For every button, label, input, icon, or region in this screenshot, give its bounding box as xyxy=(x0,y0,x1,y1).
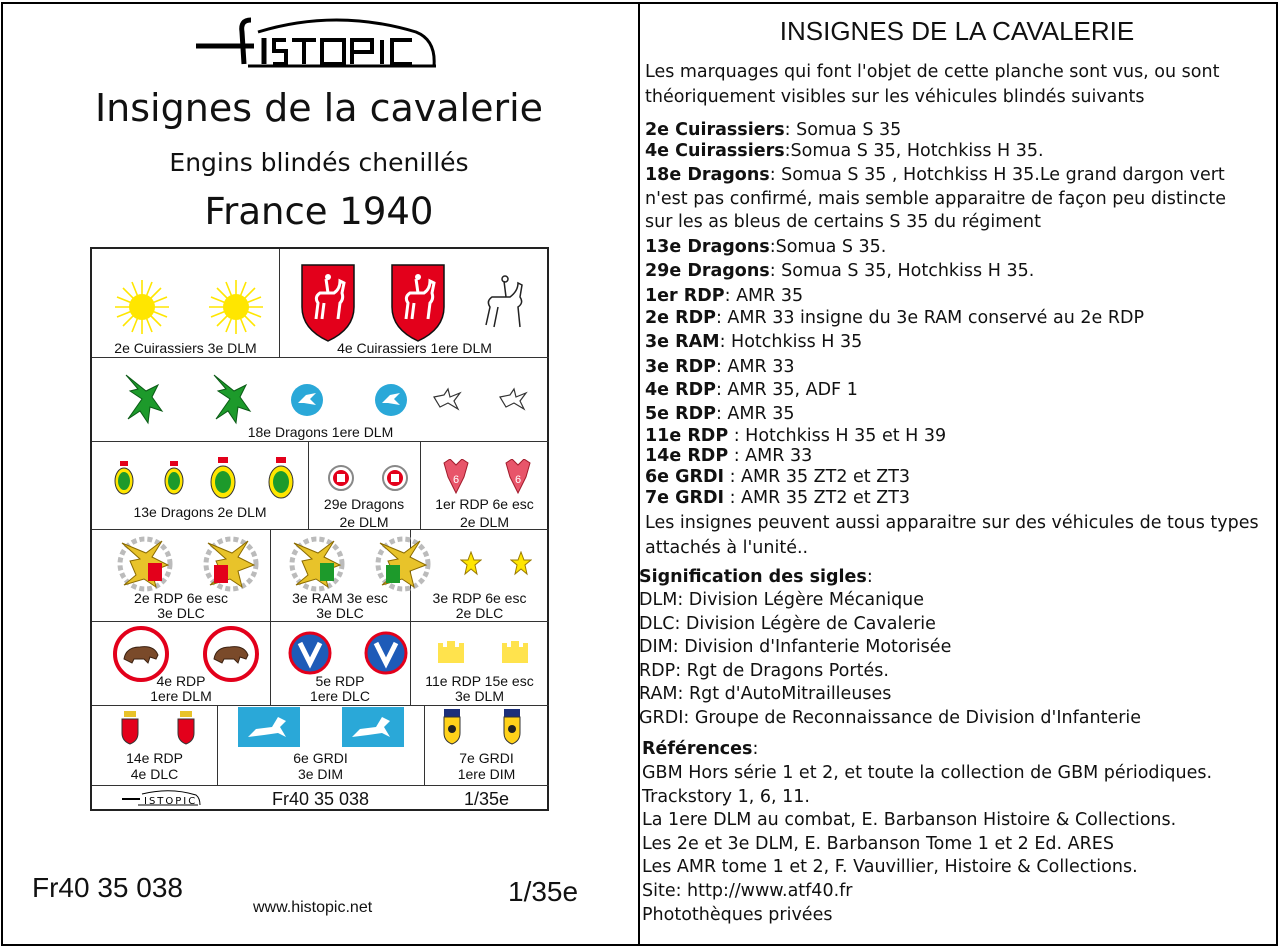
histopic-logo xyxy=(196,14,446,70)
unit-description: : AMR 35 ZT2 et ZT3 xyxy=(724,467,911,487)
green-badge-icon xyxy=(164,461,184,495)
label-2e-cuirassiers: 2e Cuirassiers 3e DLM xyxy=(114,340,257,356)
reference-item: Photothèques privées xyxy=(642,904,833,925)
lion-shield-icon xyxy=(442,709,462,745)
green-badge-icon xyxy=(268,457,294,499)
label-29e-dragons: 29e Dragons xyxy=(323,496,405,512)
unit-line xyxy=(645,285,803,307)
unit-name: 2e Cuirassiers xyxy=(645,120,785,140)
sigles-heading xyxy=(639,566,873,588)
label-7e-grdi: 7e GRDI xyxy=(459,750,514,766)
grid-line xyxy=(92,441,549,442)
label-6e-grdi: 6e GRDI xyxy=(293,750,348,766)
sheet-scale: 1/35e xyxy=(463,789,510,809)
green-badge-icon xyxy=(210,457,236,499)
unit-name: 3e RAM xyxy=(645,332,720,352)
sigle-item: RAM: Rgt d'AutoMitrailleuses xyxy=(639,684,892,705)
decal-sheet xyxy=(90,247,549,811)
unit-description: n'est pas confirmé, mais semble apparaitre de façon peu distincte xyxy=(645,189,1226,209)
label-4e-rdp: 4e RDP xyxy=(156,673,206,689)
unit-description: : AMR 35 xyxy=(724,286,804,306)
unit-line xyxy=(645,331,862,353)
label-3e-rdp: 3e RDP 6e esc xyxy=(432,590,527,606)
footer-url[interactable]: www.histopic.net xyxy=(253,899,373,916)
reference-item[interactable]: Site: http://www.atf40.fr xyxy=(642,881,853,901)
unit-description: :Somua S 35. xyxy=(769,237,887,257)
green-dragon-icon xyxy=(118,371,164,425)
unit-name: 6e GRDI xyxy=(645,467,725,487)
green-dragon-icon xyxy=(206,371,252,425)
unit-line xyxy=(645,164,1225,186)
svg-text:ISTOPIC: ISTOPIC xyxy=(144,796,198,807)
unit-line xyxy=(645,140,1044,162)
unit-line xyxy=(645,236,886,258)
sun-insignia-icon xyxy=(114,279,170,335)
sigle-item: RDP: Rgt de Dragons Portés. xyxy=(639,660,889,681)
unit-description: : AMR 35 xyxy=(715,404,795,424)
refs-colon: : xyxy=(752,739,759,759)
sigles-colon: : xyxy=(866,567,873,587)
blue-v-roundel-icon xyxy=(364,631,408,675)
label-14e-rdp-division: 4e DLC xyxy=(130,766,179,782)
small-star-badge-icon xyxy=(510,551,532,577)
yellow-tower-icon xyxy=(436,639,466,663)
refs-title: Références xyxy=(642,739,753,759)
label-11e-rdp-division: 3e DLM xyxy=(454,688,505,704)
blue-disc-dragon-icon xyxy=(374,383,408,417)
unit-name: 11e RDP xyxy=(645,426,729,446)
label-13e-dragons: 13e Dragons 2e DLM xyxy=(133,504,267,520)
unit-description: : Somua S 35, Hotchkiss H 35. xyxy=(769,261,1035,281)
unit-description: : Somua S 35 , Hotchkiss H 35.Le grand dargon vert xyxy=(769,165,1225,185)
histopic-small-logo xyxy=(122,789,202,807)
label-7e-grdi-division: 1ere DIM xyxy=(457,766,516,782)
label-5e-rdp: 5e RDP xyxy=(315,673,365,689)
tower-disc-icon xyxy=(328,465,354,491)
sigle-item: GRDI: Groupe de Reconnaissance de Division d'Infanterie xyxy=(639,708,1142,728)
griffin-cogwheel-icon xyxy=(116,535,174,593)
reference-item: Trackstory 1, 6, 11. xyxy=(642,786,810,807)
unit-description: : AMR 33 insigne du 3e RAM conservé au 2e RDP xyxy=(715,308,1145,328)
horseman-outline-icon xyxy=(480,273,530,333)
small-star-badge-icon xyxy=(460,551,482,577)
label-3e-ram: 3e RAM 3e esc xyxy=(292,590,388,606)
blue-v-roundel-icon xyxy=(288,631,332,675)
unit-name: 1er RDP xyxy=(645,286,725,306)
unit-name: 2e RDP xyxy=(645,308,716,328)
unit-line xyxy=(645,188,1226,210)
unit-description: : AMR 33 xyxy=(728,446,813,466)
griffin-cogwheel-icon xyxy=(374,535,432,593)
unit-description: : AMR 35 ZT2 et ZT3 xyxy=(724,488,911,508)
unit-line xyxy=(645,119,901,141)
label-6e-grdi-division: 3e DIM xyxy=(297,766,344,782)
griffin-cogwheel-icon xyxy=(202,535,260,593)
unit-description: : Somua S 35 xyxy=(784,120,902,140)
yellow-tower-icon xyxy=(500,639,530,663)
reference-item: GBM Hors série 1 et 2, et toute la collection de GBM périodiques. xyxy=(642,763,1213,783)
label-1er-rdp: 1er RDP 6e esc xyxy=(435,496,534,512)
red-helmet-badge-icon xyxy=(442,459,470,495)
unit-name: 3e RDP xyxy=(645,357,716,377)
label-11e-rdp: 11e RDP 15e esc xyxy=(425,673,534,689)
label-3e-ram-division: 3e DLC xyxy=(316,605,364,621)
unit-description: :Somua S 35, Hotchkiss H 35. xyxy=(784,141,1044,161)
reference-item: Les AMR tome 1 et 2, F. Vauvillier, Histoire & Collections. xyxy=(642,857,1138,878)
footer-scale: 1/35e xyxy=(508,876,579,907)
red-shield-crown-icon xyxy=(176,711,196,745)
sigles-title: Signification des sigles xyxy=(639,567,867,587)
unit-line xyxy=(645,466,910,488)
label-14e-rdp: 14e RDP xyxy=(126,750,183,766)
sigle-item: DLM: Division Légère Mécanique xyxy=(639,590,925,610)
red-helmet-badge-icon xyxy=(504,459,532,495)
note-line-1: Les insignes peuvent aussi apparaitre sur des véhicules de tous types xyxy=(645,513,1259,533)
red-shield-horseman-icon xyxy=(300,263,356,343)
unit-name: 29e Dragons xyxy=(645,261,770,281)
unit-description: : AMR 33 xyxy=(715,357,795,377)
unit-name: 7e GRDI xyxy=(645,488,725,508)
column-divider xyxy=(638,2,640,944)
blue-rider-plate-icon xyxy=(342,707,404,747)
label-5e-rdp-division: 1ere DLC xyxy=(310,688,370,704)
unit-name: 4e RDP xyxy=(645,380,716,400)
sheet-reference: Fr40 35 038 xyxy=(271,789,370,809)
page-subtitle: Engins blindés chenillés xyxy=(169,148,469,177)
unit-line xyxy=(645,260,1034,282)
unit-line xyxy=(645,403,795,425)
unit-name: 18e Dragons xyxy=(645,165,770,185)
unit-name: 5e RDP xyxy=(645,404,716,424)
lion-shield-icon xyxy=(502,709,522,745)
label-4e-cuirassiers: 4e Cuirassiers 1ere DLM xyxy=(337,340,492,356)
unit-description: : Hotchkiss H 35 xyxy=(719,332,863,352)
small-dragon-outline-icon xyxy=(432,387,462,411)
blue-rider-plate-icon xyxy=(238,707,300,747)
page-title: Insignes de la cavalerie xyxy=(94,86,544,130)
grid-line xyxy=(92,785,549,786)
red-shield-crown-icon xyxy=(120,711,140,745)
svg-text:6: 6 xyxy=(452,474,460,486)
unit-name: 14e RDP xyxy=(645,446,729,466)
green-badge-icon xyxy=(114,461,134,495)
refs-heading xyxy=(642,738,758,760)
label-2e-rdp: 2e RDP 6e esc xyxy=(134,590,228,606)
label-3e-rdp-division: 2e DLC xyxy=(455,605,504,621)
right-title: INSIGNES DE LA CAVALERIE xyxy=(779,16,1135,46)
label-18e-dragons: 18e Dragons 1ere DLM xyxy=(247,424,394,440)
footer-reference: Fr40 35 038 xyxy=(32,872,183,903)
svg-text:6: 6 xyxy=(514,474,522,486)
unit-line xyxy=(645,379,858,401)
griffin-cogwheel-icon xyxy=(288,535,346,593)
tower-disc-icon xyxy=(382,465,408,491)
grid-line xyxy=(92,621,549,622)
unit-description: : AMR 35, ADF 1 xyxy=(715,380,858,400)
sigle-item: DLC: Division Légère de Cavalerie xyxy=(639,613,936,634)
unit-description: sur les as bleus de certains S 35 du régiment xyxy=(645,212,1042,232)
unit-line xyxy=(645,356,795,378)
grid-line xyxy=(92,357,549,358)
label-2e-rdp-division: 3e DLC xyxy=(157,605,205,621)
red-shield-horseman-icon xyxy=(390,263,446,343)
reference-item: La 1ere DLM au combat, E. Barbanson Histoire & Collections. xyxy=(642,810,1177,831)
sun-insignia-icon xyxy=(208,279,264,335)
blue-disc-dragon-icon xyxy=(290,383,324,417)
sigle-item: DIM: Division d'Infanterie Motorisée xyxy=(639,637,952,658)
label-29e-dragons-division: 2e DLM xyxy=(339,514,389,530)
unit-name: 4e Cuirassiers xyxy=(645,141,785,161)
grid-line xyxy=(92,705,549,706)
unit-line xyxy=(645,445,812,467)
unit-line xyxy=(645,487,910,509)
label-4e-rdp-division: 1ere DLM xyxy=(150,688,212,704)
unit-line xyxy=(645,307,1144,329)
reference-item: Les 2e et 3e DLM, E. Barbanson Tome 1 et 2 Ed. ARES xyxy=(642,833,1114,854)
intro-line-1: Les marquages qui font l'objet de cette planche sont vus, ou sont xyxy=(645,62,1220,82)
unit-line xyxy=(645,425,946,447)
label-1er-rdp-division: 2e DLM xyxy=(459,514,510,530)
small-dragon-outline-icon xyxy=(498,387,528,411)
page-year-line: France 1940 xyxy=(204,190,434,233)
unit-description: : Hotchkiss H 35 et H 39 xyxy=(728,426,947,446)
intro-line-2: théoriquement visibles sur les véhicules blindés suivants xyxy=(645,87,1145,107)
unit-name: 13e Dragons xyxy=(645,237,770,257)
unit-line xyxy=(645,211,1041,233)
note-line-2: attachés à l'unité.. xyxy=(645,538,809,558)
